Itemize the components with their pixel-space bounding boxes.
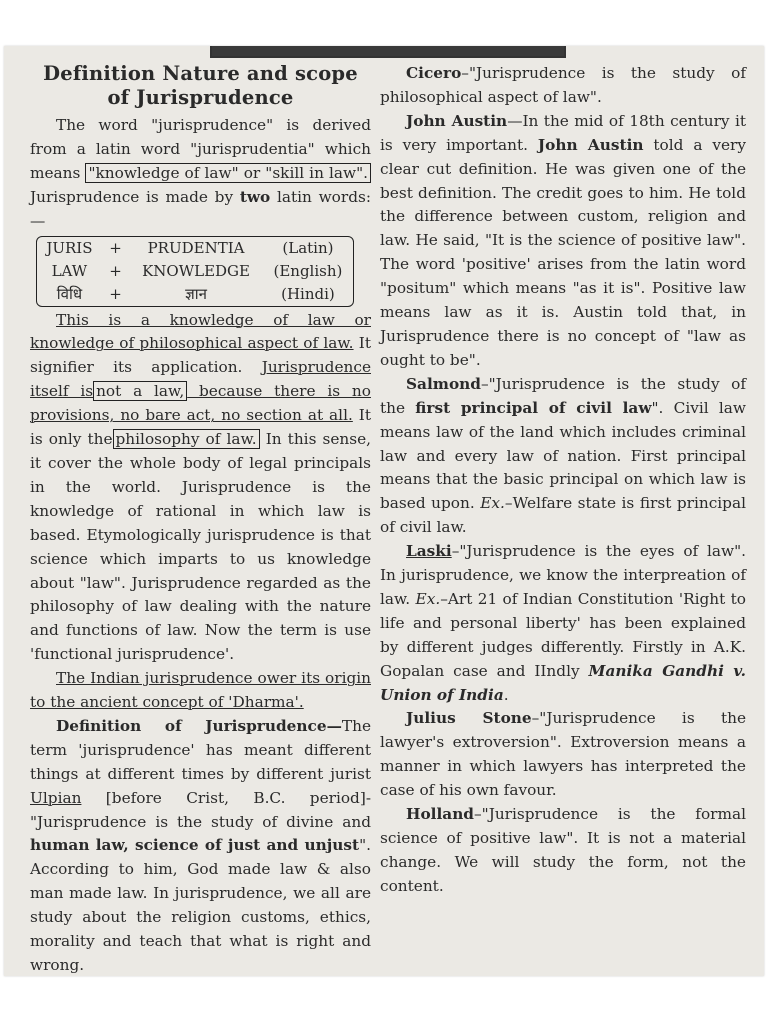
dharma-paragraph: The Indian jurisprudence ower its origin to the ancient concept of 'Dharma'.	[30, 669, 371, 712]
cicero-paragraph: Cicero–"Jurisprudence is the study of philosophical aspect of law".	[380, 64, 746, 106]
nature-paragraph: This is a knowledge of law or knowledge of philosophical aspect of law. It signifier its application. Jurisprudence itself is not a law, because there is no provisions, no bare act, no section at all. It is only the philosophy of law. In this sense, it cover the whole body of legal principals in the world. Jurisprudence is the knowledge of rational in which law is based. Etymologically jurisprudence is that science which imparts to us knowledge about "law". Jurisprudence regarded as the philosophy of law dealing with the nature and functions of law. Now the term is use 'functional jurisprudence'.	[30, 310, 371, 664]
boxed-philosophy-of-law: philosophy of law.	[113, 429, 260, 449]
table-row: LAW + KNOWLEDGE (English)	[51, 261, 343, 280]
intro-paragraph: The word "jurisprudence" is derived from a latin word "jurisprudentia" which means "knowledge of law" or "skill in law". Jurisprudence is made by two latin words:—	[30, 116, 371, 230]
austin-paragraph: John Austin—In the mid of 18th century it is very important. John Austin told a very clear cut definition. He was given one of the best definition. The credit goes to him. He told the difference between custom, religion and law. He said, "It is the science of positive law". The word 'positive' arises from the latin word "positum" which means "as it is". Positive law means law as it is. Austin told that, in Jurisprudence there is no concept of "law as ought to be".	[380, 111, 746, 369]
laski-paragraph: Laski–"Jurisprudence is the eyes of law". In jurisprudence, we know the interpreation of law. Ex.–Art 21 of Indian Constitution 'Right to life and personal liberty' has been explained by different judges differently. Firstly in A.K. Gopalan case and IIndly Manika Gandhi v. Union of India.	[380, 542, 747, 704]
page-header-bar	[210, 46, 566, 58]
table-row: विधि + ज्ञान (Hindi)	[56, 284, 335, 303]
stone-paragraph: Julius Stone–"Jurisprudence is the lawyer's extroversion". Extroversion means a manner in which lawyers has interpreted the case of his own favour.	[380, 709, 746, 800]
definition-paragraph: Definition of Jurisprudence—The term 'jurisprudence' has meant different things at different times by different jurist Ulpian [before Crist, B.C. period]- "Jurisprudence is the study of divine and human law, science of just and unjust". According to him, God made law & also man made law. In jurisprudence, we all are study about the religion customs, ethics, morality and teach that what is right and wrong.	[30, 716, 371, 974]
holland-paragraph: Holland–"Jurisprudence is the formal science of positive law". It is not a material change. We will study the form, not the content.	[380, 805, 746, 895]
latin-words-table	[36, 236, 354, 307]
boxed-meaning: "knowledge of law" or "skill in law".	[85, 163, 371, 183]
book-page	[4, 46, 764, 976]
table-row: JURIS + PRUDENTIA (Latin)	[46, 238, 334, 257]
boxed-not-a-law: not a law,	[93, 381, 187, 401]
left-column	[30, 62, 371, 976]
section-heading: Definition Nature and scope of Jurisprudence	[43, 62, 358, 109]
right-column	[380, 62, 746, 899]
salmond-paragraph: Salmond–"Jurisprudence is the study of the first principal of civil law". Civil law means law of the land which includes criminal law and every law of nation. First principal means that the basic principal on which law is based upon. Ex.–Welfare state is first principal of civil law.	[380, 374, 746, 537]
